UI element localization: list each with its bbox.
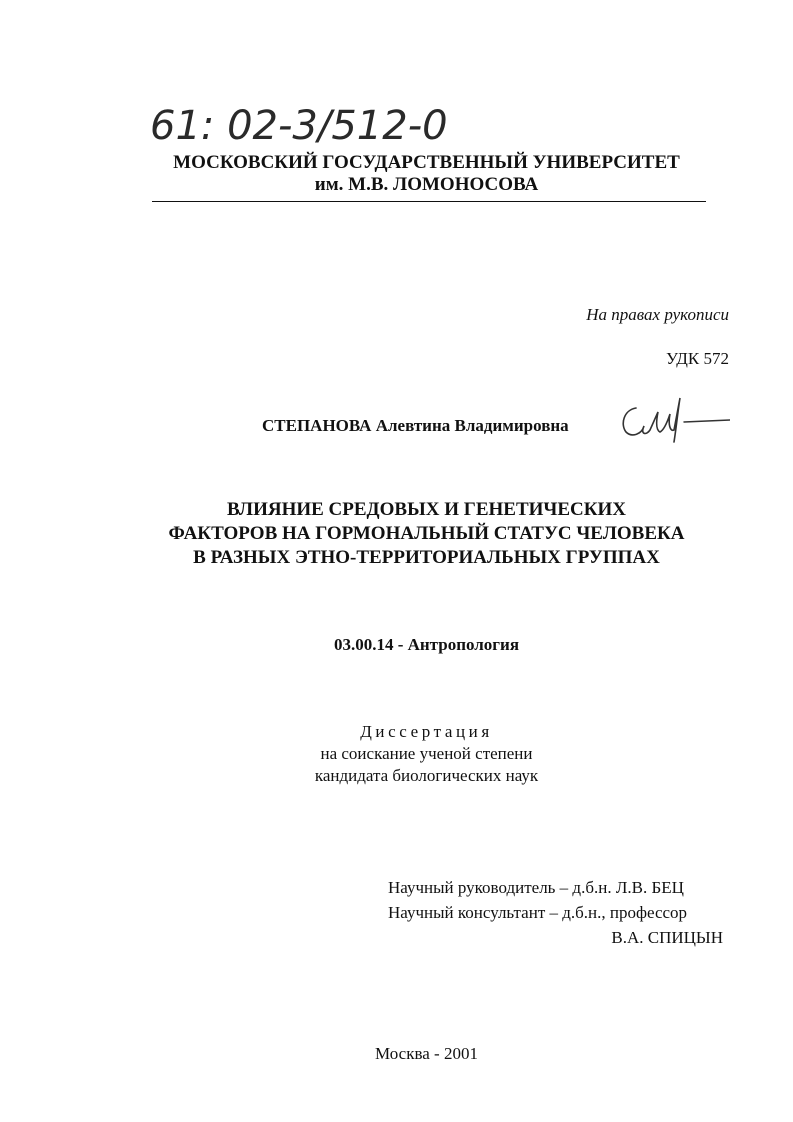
archive-code-text: 61: 02-3/512-0: [150, 103, 448, 149]
thesis-title-line: ФАКТОРОВ НА ГОРМОНАЛЬНЫЙ СТАТУС ЧЕЛОВЕКА: [168, 523, 685, 544]
university-header: [0, 152, 793, 196]
author-name: [262, 416, 569, 436]
university-named-after: им. М.В. ЛОМОНОСОВА: [314, 174, 539, 195]
university-name: МОСКОВСКИЙ ГОСУДАРСТВЕННЫЙ УНИВЕРСИТЕТ: [173, 152, 680, 173]
author-signature: [614, 390, 730, 450]
degree-type: Диссертация: [360, 722, 493, 741]
author-given-names: Алевтина Владимировна: [375, 416, 569, 435]
author-surname: СТЕПАНОВА: [262, 416, 372, 435]
scientific-consultant: Научный консультант – д.б.н., профессор: [388, 903, 688, 922]
archive-code-handwritten: [150, 95, 570, 155]
udk-code: УДК 572: [665, 349, 729, 368]
thesis-title-line: В РАЗНЫХ ЭТНО-ТЕРРИТОРИАЛЬНЫХ ГРУППАХ: [193, 547, 660, 568]
supervisors-block: [388, 875, 723, 950]
specialty-code: 03.00.14 - Антропология: [333, 635, 520, 654]
degree-line: кандидата биологических наук: [314, 766, 539, 785]
rights-note: На правах рукописи: [586, 305, 729, 324]
degree-line: на соискание ученой степени: [320, 744, 533, 763]
scientific-supervisor: Научный руководитель – д.б.н. Л.В. БЕЦ: [388, 878, 684, 897]
degree-statement: [0, 721, 793, 787]
consultant-name: В.А. СПИЦЫН: [611, 928, 723, 947]
thesis-title: [0, 498, 793, 570]
city-year: Москва - 2001: [375, 1044, 478, 1063]
thesis-title-line: ВЛИЯНИЕ СРЕДОВЫХ И ГЕНЕТИЧЕСКИХ: [226, 499, 627, 520]
header-divider: [152, 201, 706, 202]
